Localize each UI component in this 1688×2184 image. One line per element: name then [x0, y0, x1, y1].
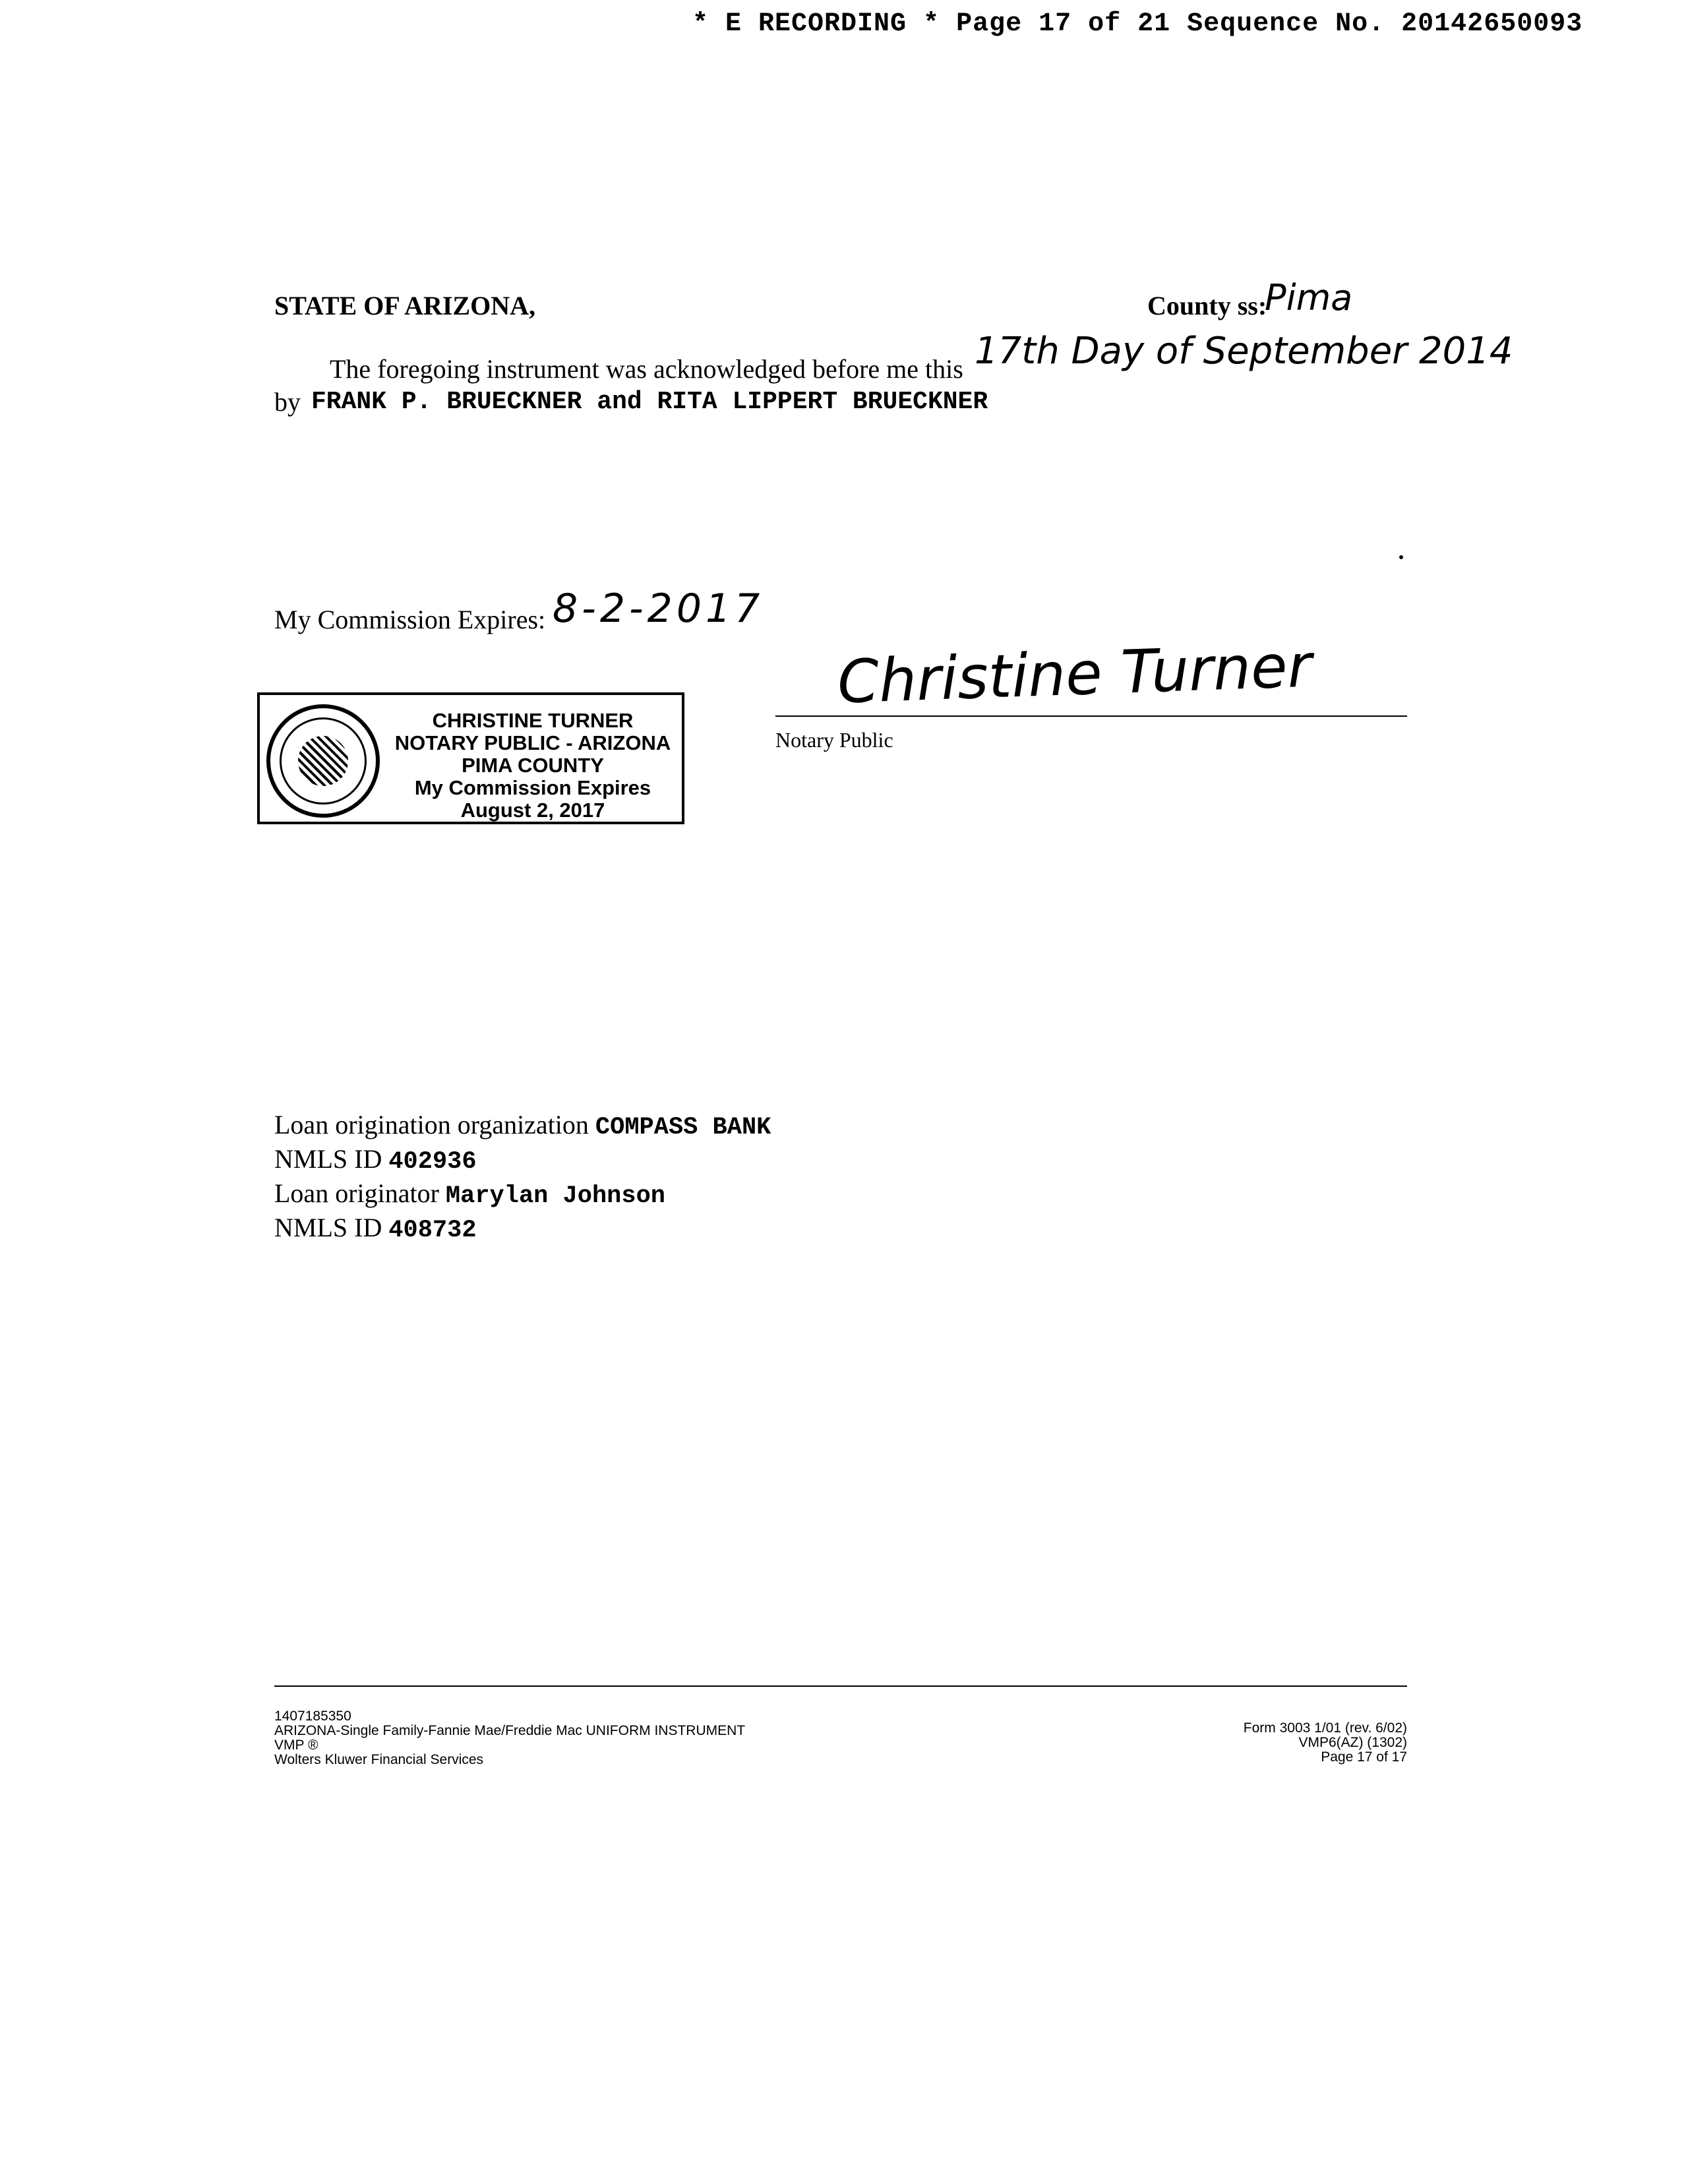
footer-vmp: VMP ®	[274, 1738, 318, 1753]
stamp-title: NOTARY PUBLIC - ARIZONA	[394, 731, 671, 754]
footer-vmp-code: VMP6(AZ) (1302)	[1298, 1735, 1407, 1750]
footer-instrument: ARIZONA-Single Family-Fannie Mae/Freddie Mac UNIFORM INSTRUMENT	[274, 1723, 746, 1738]
recording-header: * E RECORDING * Page 17 of 21 Sequence No. 20142650093	[692, 9, 1583, 39]
footer-rule	[274, 1685, 1407, 1687]
footer-left	[274, 1709, 745, 1767]
signer-names: FRANK P. BRUECKNER and RITA LIPPERT BRUECKNER	[311, 388, 988, 416]
loan-org-row	[274, 1109, 771, 1143]
loan-originator-label: Loan originator	[274, 1178, 439, 1208]
footer-form: Form 3003 1/01 (rev. 6/02)	[1243, 1720, 1407, 1736]
loan-originator-value: Marylan Johnson	[445, 1182, 665, 1210]
footer-publisher: Wolters Kluwer Financial Services	[274, 1752, 484, 1767]
loan-org-label: Loan origination organization	[274, 1110, 589, 1139]
loan-origination-block	[274, 1109, 771, 1246]
loan-originator-nmls-label: NMLS ID	[274, 1213, 382, 1242]
loan-org-value: COMPASS BANK	[595, 1114, 771, 1141]
footer-loan-number: 1407185350	[274, 1709, 351, 1724]
signature-line	[775, 715, 1407, 717]
arizona-state-seal-icon	[266, 704, 380, 818]
loan-org-nmls-row	[274, 1143, 771, 1178]
loan-org-nmls-value: 402936	[388, 1148, 477, 1176]
acknowledgment-date-handwritten: 17th Day of September 2014	[975, 330, 1513, 373]
signature-caption: Notary Public	[775, 728, 893, 752]
stamp-name: CHRISTINE TURNER	[432, 709, 634, 732]
stamp-expires-date: August 2, 2017	[460, 799, 605, 822]
loan-originator-row	[274, 1178, 771, 1212]
stamp-county: PIMA COUNTY	[462, 754, 604, 777]
footer-page: Page 17 of 17	[1321, 1749, 1407, 1765]
stamp-text	[389, 710, 677, 822]
county-label: County ss:	[1147, 291, 1267, 320]
stamp-expires-label: My Commission Expires	[414, 776, 651, 799]
notary-signature: Christine Turner	[836, 631, 1313, 717]
footer-right	[1244, 1721, 1407, 1765]
loan-originator-nmls-value: 408732	[388, 1217, 477, 1244]
county-handwritten: Pima	[1265, 277, 1353, 318]
commission-expires-handwritten: 8-2-2017	[553, 586, 764, 632]
loan-org-nmls-label: NMLS ID	[274, 1144, 382, 1174]
stray-mark	[1399, 555, 1403, 559]
acknowledgment-text: The foregoing instrument was acknowledged before me this	[330, 354, 963, 384]
commission-expires-label: My Commission Expires:	[274, 605, 546, 634]
state-label: STATE OF ARIZONA,	[274, 291, 535, 320]
notary-stamp	[257, 692, 684, 824]
loan-originator-nmls-row	[274, 1212, 771, 1246]
by-label: by	[274, 387, 301, 417]
